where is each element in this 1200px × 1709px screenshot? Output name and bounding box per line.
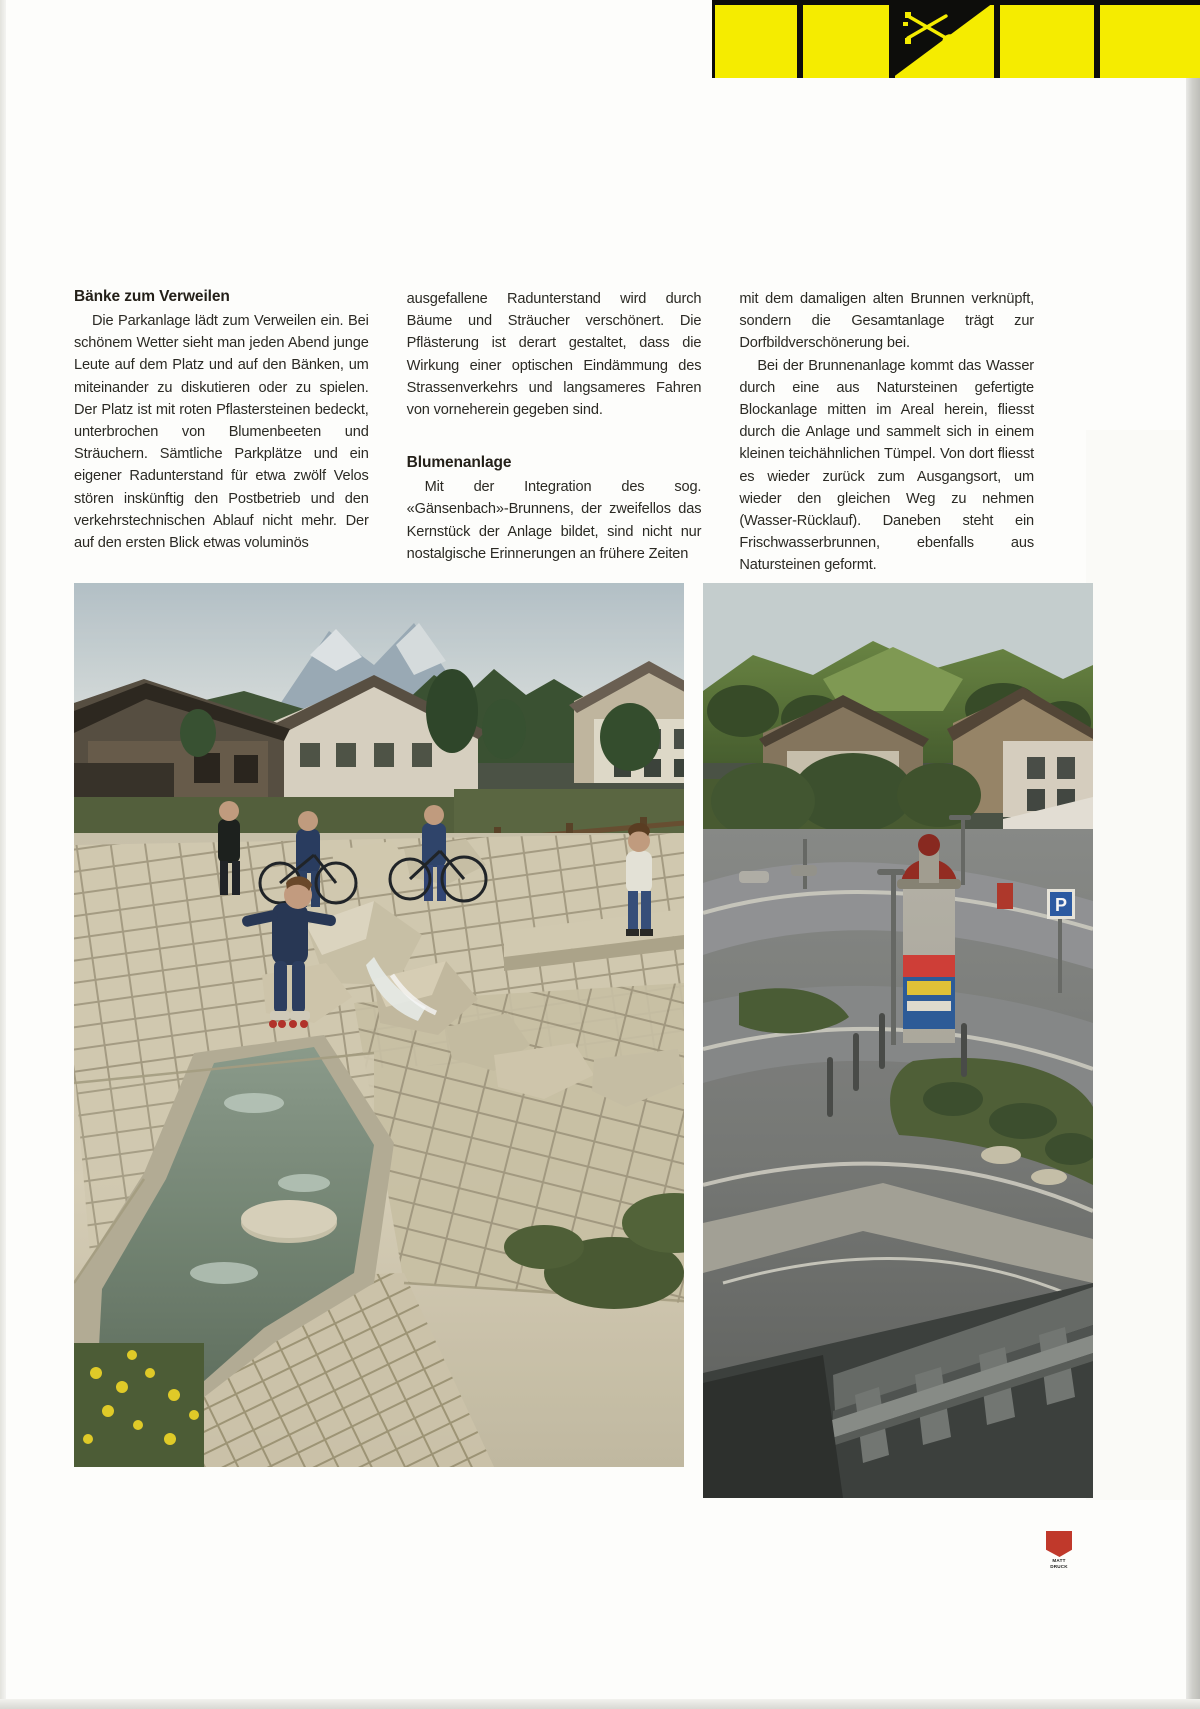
flag-emblem-panel (892, 0, 997, 78)
column-1-heading: Bänke zum Verweilen (74, 288, 230, 305)
photo-plaza (74, 583, 684, 1467)
column-2-heading: Blumenanlage (406, 454, 512, 472)
column-2-paragraph-2: Mit der Integration des sog. «Gänsenbach»-Brunnens, der zweifellos das Kernstück der Anlage bildet, sind nicht nur nostalgische Erinnerungen an frühere Zeiten (406, 479, 702, 562)
printer-logo (1046, 1531, 1072, 1571)
flag-stripe-5 (1097, 0, 1200, 78)
column-2-paragraph-1: ausgefallene Radunterstand wird durch Bäume und Sträucher verschönert. Die Pflästerung ist derart gestaltet, dass die Wirkung einer optischen Eindämmung des Strassenverkehrs und langsameres Fahren von vorneherein gegeben sind. (406, 291, 702, 419)
column-3-paragraph-2: Bei der Brunnenanlage kommt das Wasser durch eine aus Natursteinen gefertigte Blockanlage mitten im Areal herein, fliesst durch die Anlage und sammelt sich in einem kleinen teichähnlichen Tümpel. Von dort fliesst es wieder zurück zum Ausgangsort, um wieder den gleichen Weg zu nehmen (Wasser-Rücklauf). Daneben steht ein Frischwasserbrunnen, ebenfalls aus Natursteinen geformt. (739, 357, 1035, 574)
flag-top-rule (712, 0, 1200, 5)
printer-logo-line-1: MATT (1052, 1558, 1066, 1563)
double-key-icon (902, 8, 964, 58)
article-column-3 (739, 288, 1034, 577)
printer-logo-line-2: DRUCK (1050, 1564, 1068, 1570)
photo-street (703, 583, 1093, 1498)
column-3-paragraph-1: mit dem damaligen alten Brunnen verknüpft, sondern die Gesamtanlage trägt zur Dorfbildverschönerung bei. (739, 291, 1035, 352)
article-column-2 (407, 288, 702, 577)
photo-street-image (703, 583, 1093, 1498)
svg-text:P: P (1054, 895, 1068, 915)
article-column-1 (74, 288, 369, 577)
photo-plaza-image (74, 583, 684, 1467)
scan-bottom-edge (0, 1699, 1200, 1709)
page-bleed-bar (1086, 430, 1186, 1500)
flag-stripe-1 (712, 0, 800, 78)
nidwalden-flag-banner (712, 0, 1200, 78)
scan-right-edge (1186, 0, 1200, 1709)
article-body (74, 288, 1034, 577)
scan-left-edge (0, 0, 6, 1709)
flag-stripe-4 (997, 0, 1097, 78)
column-1-paragraph-1: Die Parkanlage lädt zum Verweilen ein. Bei schönem Wetter sieht man jeden Abend junge Leute auf dem Platz und auf den Bänken, um miteinander zu diskutieren oder zu spielen. Der Platz ist mit roten Pflastersteinen bedeckt, unterbrochen von Blumenbeeten und Sträuchern. Sämtliche Parkplätze und ein eigener Radunterstand für etwa zwölf Velos stören inskünftig den Postbetrieb und den verkehrstechnischen Ablauf nicht mehr. Der auf den ersten Blick etwas voluminös (74, 313, 369, 552)
flag-stripe-2 (800, 0, 892, 78)
printer-logo-mark (1046, 1531, 1072, 1557)
